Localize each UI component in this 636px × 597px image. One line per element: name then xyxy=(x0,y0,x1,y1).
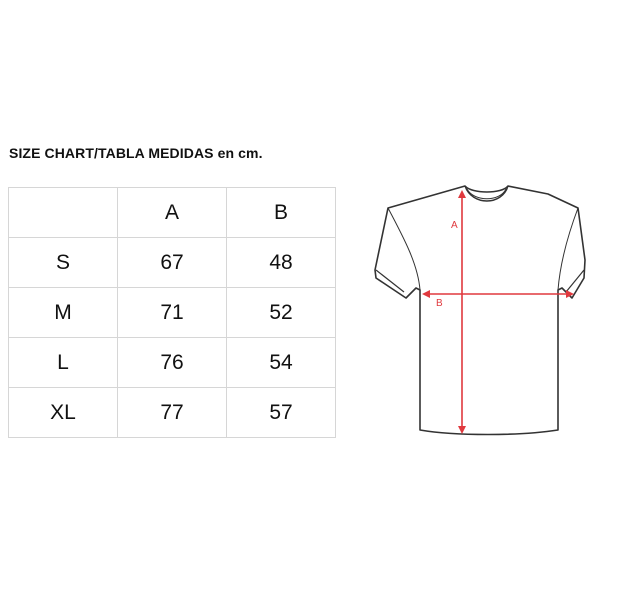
value-cell-a: 77 xyxy=(118,388,227,438)
tshirt-diagram xyxy=(370,180,590,440)
right-armhole-seam xyxy=(558,208,578,290)
table-row xyxy=(9,288,336,338)
table-row xyxy=(9,388,336,438)
width-label-b: B xyxy=(436,298,443,309)
table-row xyxy=(9,338,336,388)
value-cell-b: 48 xyxy=(227,238,336,288)
size-cell: M xyxy=(9,288,118,338)
tshirt-outline xyxy=(375,186,585,435)
header-cell-a: A xyxy=(118,188,227,238)
header-cell-empty xyxy=(9,188,118,238)
value-cell-b: 57 xyxy=(227,388,336,438)
size-cell: L xyxy=(9,338,118,388)
value-cell-a: 67 xyxy=(118,238,227,288)
left-armhole-seam xyxy=(388,208,420,290)
size-table xyxy=(8,187,336,438)
table-row xyxy=(9,238,336,288)
value-cell-b: 54 xyxy=(227,338,336,388)
size-chart-title: SIZE CHART/TABLA MEDIDAS en cm. xyxy=(9,145,263,161)
value-cell-b: 52 xyxy=(227,288,336,338)
value-cell-a: 71 xyxy=(118,288,227,338)
length-label-a: A xyxy=(451,220,458,231)
size-cell: XL xyxy=(9,388,118,438)
size-cell: S xyxy=(9,238,118,288)
header-cell-b: B xyxy=(227,188,336,238)
table-header-row xyxy=(9,188,336,238)
value-cell-a: 76 xyxy=(118,338,227,388)
